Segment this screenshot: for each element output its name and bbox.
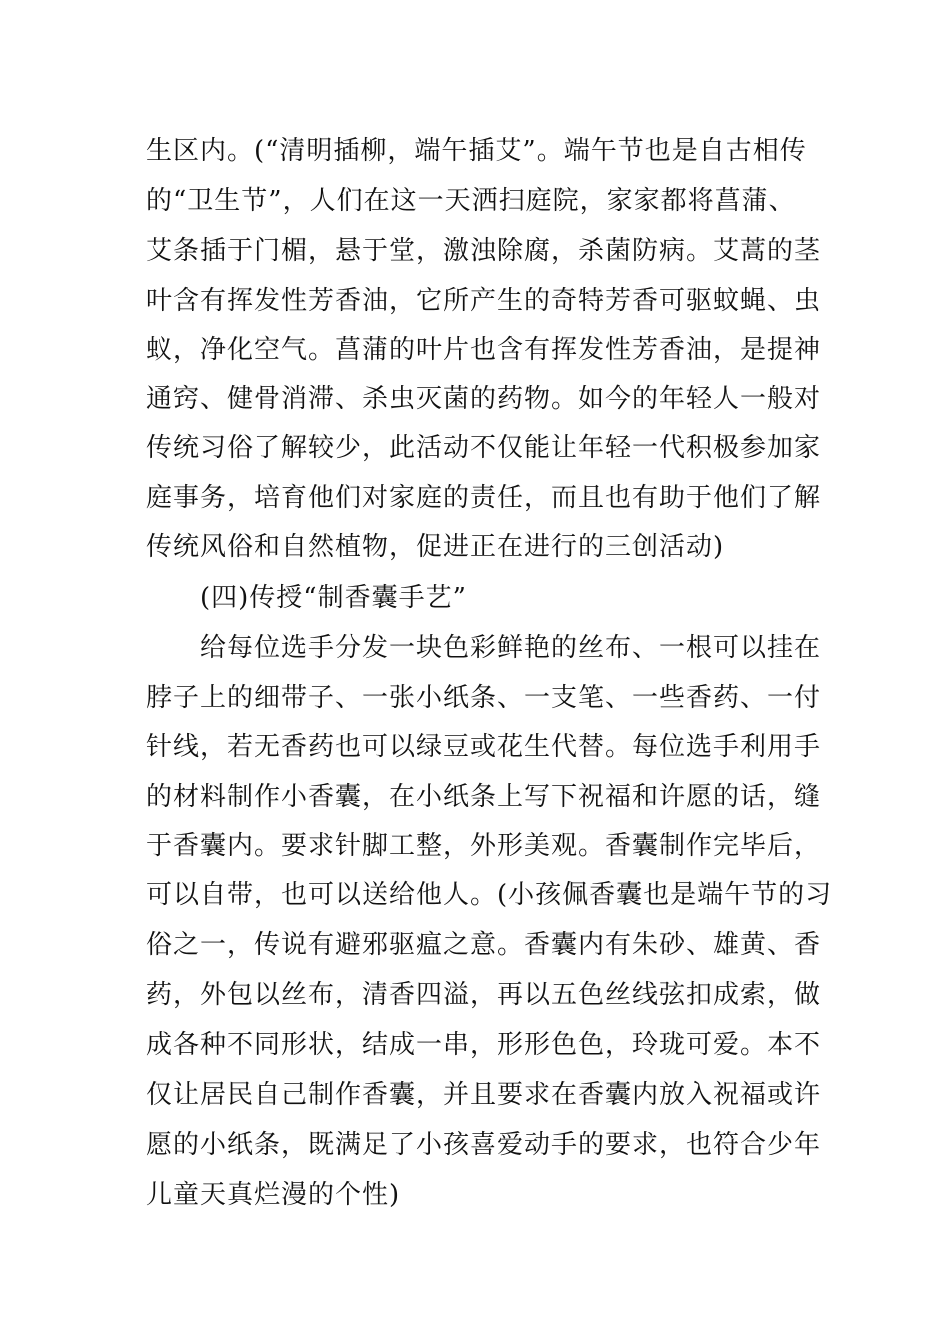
text-line: 药，外包以丝布，清香四溢，再以五色丝线弦扣成索，做 <box>146 980 822 1010</box>
text-line: 针线，若无香药也可以绿豆或花生代替。每位选手利用手 <box>146 732 822 762</box>
paragraph-first-line: 给每位选手分发一块色彩鲜艳的丝布、一根可以挂在 <box>200 633 822 663</box>
text-line: 成各种不同形状，结成一串，形形色色，玲珑可爱。本不 <box>146 1030 822 1060</box>
text-line: 传统风俗和自然植物，促进正在进行的三创活动) <box>146 532 725 562</box>
text-line: 仅让居民自己制作香囊，并且要求在香囊内放入祝福或许 <box>146 1080 822 1110</box>
text-line: 艾条插于门楣，悬于堂，激浊除腐，杀菌防病。艾蒿的茎 <box>146 236 822 266</box>
text-line: 脖子上的细带子、一张小纸条、一支笔、一些香药、一付 <box>146 683 822 713</box>
text-line: 俗之一，传说有避邪驱瘟之意。香囊内有朱砂、雄黄、香 <box>146 930 822 960</box>
text-line: 可以自带，也可以送给他人。(小孩佩香囊也是端午节的习 <box>146 880 833 910</box>
text-line: 的“卫生节”，人们在这一天洒扫庭院，家家都将菖蒲、 <box>146 186 796 216</box>
text-line: 的材料制作小香囊，在小纸条上写下祝福和许愿的话，缝 <box>146 782 822 812</box>
text-line: 蚁，净化空气。菖蒲的叶片也含有挥发性芳香油，是提神 <box>146 335 822 365</box>
text-line: 传统习俗了解较少，此活动不仅能让年轻一代积极参加家 <box>146 433 822 463</box>
text-line: 庭事务，培育他们对家庭的责任，而且也有助于他们了解 <box>146 483 822 513</box>
text-line: 通窍、健骨消滞、杀虫灭菌的药物。如今的年轻人一般对 <box>146 384 822 414</box>
text-line: 儿童天真烂漫的个性) <box>146 1180 401 1210</box>
text-line: 叶含有挥发性芳香油，它所产生的奇特芳香可驱蚊蝇、虫 <box>146 286 822 316</box>
text-line: 愿的小纸条，既满足了小孩喜爱动手的要求，也符合少年 <box>146 1130 822 1160</box>
text-line: 于香囊内。要求针脚工整，外形美观。香囊制作完毕后， <box>146 831 822 861</box>
text-line: 生区内。(“清明插柳，端午插艾”。端午节也是自古相传 <box>146 136 807 166</box>
section-heading: (四)传授“制香囊手艺” <box>200 583 467 613</box>
